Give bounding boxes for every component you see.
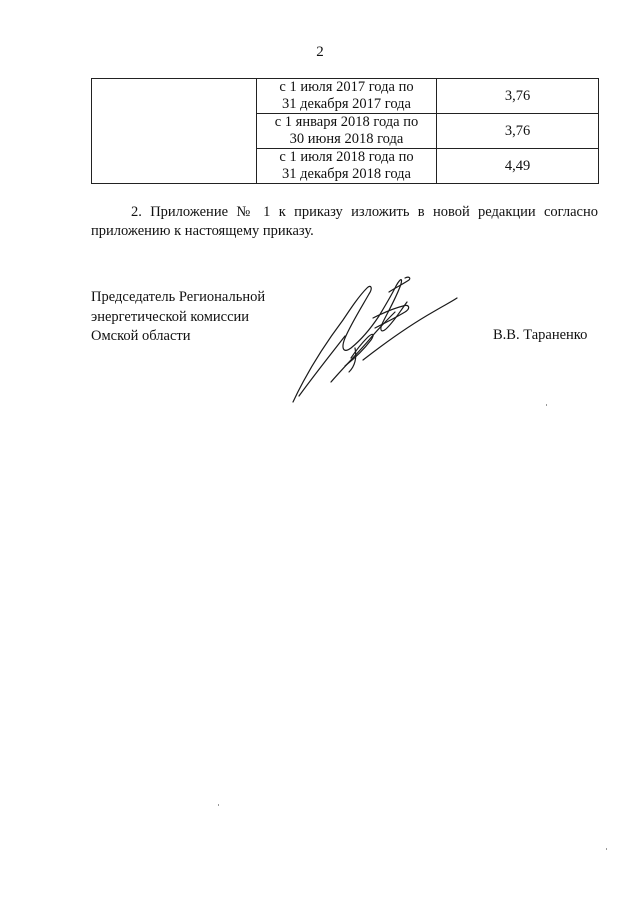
period-cell: [257, 114, 437, 149]
table-row: [92, 79, 599, 114]
signer-title-line-2: энергетической комиссии: [91, 308, 250, 325]
merged-empty-cell: [92, 79, 257, 184]
period-cell: [257, 149, 437, 184]
period-start: с 1 июля 2017 года по: [279, 79, 414, 95]
scan-speck: [218, 804, 219, 806]
tariff-table: [91, 78, 599, 184]
signer-title: [91, 288, 265, 347]
amendment-paragraph: [91, 203, 598, 241]
paragraph-line-2: приложению к настоящему приказу.: [91, 223, 314, 239]
period-end: 30 июня 2018 года: [289, 131, 404, 147]
period-start: с 1 июля 2018 года по: [279, 149, 414, 165]
period-start: с 1 января 2018 года по: [274, 114, 419, 130]
value-cell: 4,49: [437, 149, 599, 184]
scan-speck: [546, 404, 547, 406]
signer-name: В.В. Тараненко: [493, 327, 588, 343]
period-end: 31 декабря 2017 года: [282, 96, 411, 112]
value-cell: 3,76: [437, 114, 599, 149]
signer-title-line-1: Председатель Региональной: [91, 289, 266, 305]
period-cell: [257, 79, 437, 114]
scan-speck: [606, 848, 607, 850]
period-end: 31 декабря 2018 года: [282, 166, 411, 182]
paragraph-line-1: 2. Приложение № 1 к приказу изложить в новой редакции согласно: [131, 204, 598, 220]
page-number: 2: [316, 44, 324, 60]
handwritten-signature: [285, 262, 465, 407]
value-cell: 3,76: [437, 79, 599, 114]
signer-title-line-3: Омской области: [91, 328, 191, 344]
